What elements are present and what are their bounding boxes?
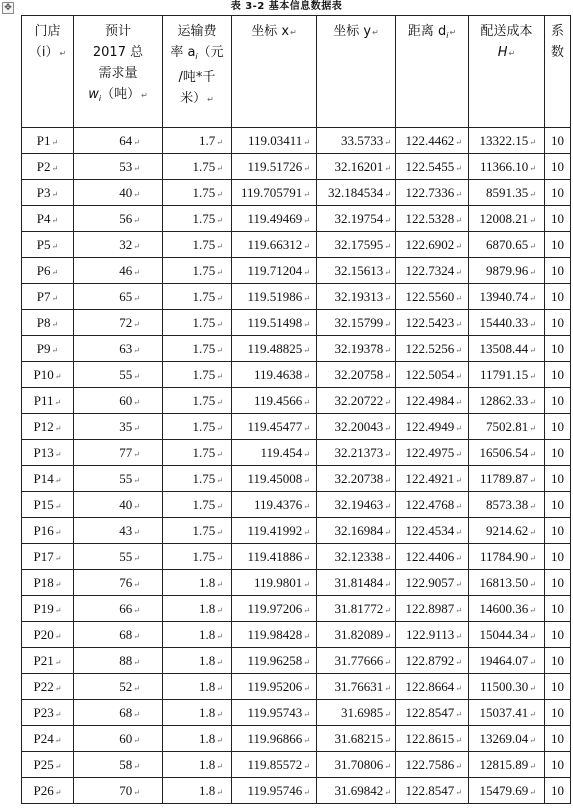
header-rate: 运输费 率 $a_i$（元 /吨*千 米）↵ xyxy=(163,16,232,128)
cell-coefficient: 10 xyxy=(545,778,571,804)
cell-coefficient: 10 xyxy=(545,154,571,180)
cell-distance: 122.5328↵ xyxy=(396,206,469,232)
cell-y: 31.70806↵ xyxy=(317,752,396,778)
cell-cost: 11366.10↵ xyxy=(469,154,545,180)
cell-y: 32.16201↵ xyxy=(317,154,396,180)
cell-y: 32.21373↵ xyxy=(317,440,396,466)
header-coefficient: 系 数 xyxy=(545,16,571,128)
cell-coefficient: 10 xyxy=(545,622,571,648)
cell-demand: 72↵ xyxy=(74,310,163,336)
cell-rate: 1.75↵ xyxy=(163,258,232,284)
cell-demand: 66↵ xyxy=(74,596,163,622)
cell-y: 32.20722↵ xyxy=(317,388,396,414)
table-row xyxy=(22,570,571,596)
cell-rate: 1.75↵ xyxy=(163,206,232,232)
cell-x: 119.41992↵ xyxy=(232,518,317,544)
cell-x: 119.66312↵ xyxy=(232,232,317,258)
cell-distance: 122.8792↵ xyxy=(396,648,469,674)
cell-x: 119.98428↵ xyxy=(232,622,317,648)
cell-distance: 122.8615↵ xyxy=(396,726,469,752)
cell-cost: 19464.07↵ xyxy=(469,648,545,674)
cell-distance: 122.4949↵ xyxy=(396,414,469,440)
cell-coefficient: 10 xyxy=(545,518,571,544)
cell-distance: 122.4984↵ xyxy=(396,388,469,414)
cell-x: 119.85572↵ xyxy=(232,752,317,778)
table-row xyxy=(22,206,571,232)
cell-coefficient: 10 xyxy=(545,544,571,570)
cell-demand: 88↵ xyxy=(74,648,163,674)
cell-x: 119.95743↵ xyxy=(232,700,317,726)
cell-y: 31.68215↵ xyxy=(317,726,396,752)
cell-cost: 9214.62↵ xyxy=(469,518,545,544)
cell-store: P3↵ xyxy=(22,180,74,206)
cell-coefficient: 10 xyxy=(545,700,571,726)
cell-store: P7↵ xyxy=(22,284,74,310)
cell-cost: 11789.87↵ xyxy=(469,466,545,492)
cell-cost: 16813.50↵ xyxy=(469,570,545,596)
cell-cost: 13940.74↵ xyxy=(469,284,545,310)
cell-coefficient: 10 xyxy=(545,596,571,622)
cell-rate: 1.8↵ xyxy=(163,700,232,726)
cell-y: 32.20758↵ xyxy=(317,362,396,388)
cell-store: P13↵ xyxy=(22,440,74,466)
cell-store: P9↵ xyxy=(22,336,74,362)
cell-demand: 53↵ xyxy=(74,154,163,180)
cell-rate: 1.75↵ xyxy=(163,440,232,466)
cell-store: P26↵ xyxy=(22,778,74,804)
cell-demand: 40↵ xyxy=(74,492,163,518)
cell-cost: 11791.15↵ xyxy=(469,362,545,388)
table-row xyxy=(22,154,571,180)
cell-coefficient: 10 xyxy=(545,180,571,206)
cell-y: 32.20738↵ xyxy=(317,466,396,492)
cell-cost: 11500.30↵ xyxy=(469,674,545,700)
table-row xyxy=(22,180,571,206)
cell-cost: 7502.81↵ xyxy=(469,414,545,440)
cell-y: 32.19378↵ xyxy=(317,336,396,362)
cell-demand: 70↵ xyxy=(74,778,163,804)
cell-x: 119.51986↵ xyxy=(232,284,317,310)
cell-x: 119.03411↵ xyxy=(232,128,317,154)
cell-store: P22↵ xyxy=(22,674,74,700)
cell-coefficient: 10 xyxy=(545,128,571,154)
cell-y: 32.19313↵ xyxy=(317,284,396,310)
cell-y: 31.81772↵ xyxy=(317,596,396,622)
cell-demand: 60↵ xyxy=(74,726,163,752)
cell-distance: 122.7324↵ xyxy=(396,258,469,284)
cell-distance: 122.4406↵ xyxy=(396,544,469,570)
cell-y: 31.81484↵ xyxy=(317,570,396,596)
cell-store: P12↵ xyxy=(22,414,74,440)
cell-demand: 40↵ xyxy=(74,180,163,206)
cell-cost: 11784.90↵ xyxy=(469,544,545,570)
cell-demand: 68↵ xyxy=(74,700,163,726)
table-row xyxy=(22,258,571,284)
cell-store: P15↵ xyxy=(22,492,74,518)
cell-y: 31.76631↵ xyxy=(317,674,396,700)
cell-cost: 8591.35↵ xyxy=(469,180,545,206)
cell-coefficient: 10 xyxy=(545,726,571,752)
cell-demand: 55↵ xyxy=(74,362,163,388)
table-row xyxy=(22,388,571,414)
table-row xyxy=(22,440,571,466)
cell-y: 33.5733↵ xyxy=(317,128,396,154)
cell-coefficient: 10 xyxy=(545,648,571,674)
cell-rate: 1.75↵ xyxy=(163,284,232,310)
cell-demand: 58↵ xyxy=(74,752,163,778)
table-row xyxy=(22,726,571,752)
cell-rate: 1.75↵ xyxy=(163,362,232,388)
cell-demand: 76↵ xyxy=(74,570,163,596)
cell-y: 32.15799↵ xyxy=(317,310,396,336)
cell-demand: 55↵ xyxy=(74,466,163,492)
cell-store: P16↵ xyxy=(22,518,74,544)
cell-y: 32.15613↵ xyxy=(317,258,396,284)
cell-store: P21↵ xyxy=(22,648,74,674)
cell-x: 119.45008↵ xyxy=(232,466,317,492)
cell-coefficient: 10 xyxy=(545,206,571,232)
cell-y: 32.20043↵ xyxy=(317,414,396,440)
cell-rate: 1.75↵ xyxy=(163,310,232,336)
table-row xyxy=(22,492,571,518)
cell-cost: 12008.21↵ xyxy=(469,206,545,232)
header-cost: 配送成本 H↵ xyxy=(469,16,545,128)
cell-coefficient: 10 xyxy=(545,284,571,310)
cell-distance: 122.8547↵ xyxy=(396,700,469,726)
cell-distance: 122.5455↵ xyxy=(396,154,469,180)
cell-distance: 122.9057↵ xyxy=(396,570,469,596)
table-row xyxy=(22,284,571,310)
cell-y: 32.16984↵ xyxy=(317,518,396,544)
cell-demand: 56↵ xyxy=(74,206,163,232)
cell-rate: 1.75↵ xyxy=(163,180,232,206)
cell-store: P6↵ xyxy=(22,258,74,284)
cell-cost: 13269.04↵ xyxy=(469,726,545,752)
cell-x: 119.48825↵ xyxy=(232,336,317,362)
cell-distance: 122.8987↵ xyxy=(396,596,469,622)
cell-x: 119.41886↵ xyxy=(232,544,317,570)
cell-rate: 1.75↵ xyxy=(163,518,232,544)
cell-x: 119.96866↵ xyxy=(232,726,317,752)
cell-store: P20↵ xyxy=(22,622,74,648)
cell-cost: 13322.15↵ xyxy=(469,128,545,154)
cell-distance: 122.4975↵ xyxy=(396,440,469,466)
cell-y: 32.184534↵ xyxy=(317,180,396,206)
table-row xyxy=(22,752,571,778)
cell-coefficient: 10 xyxy=(545,752,571,778)
table-move-handle-icon[interactable]: ✥ xyxy=(2,2,14,14)
cell-rate: 1.8↵ xyxy=(163,752,232,778)
cell-coefficient: 10 xyxy=(545,492,571,518)
cell-x: 119.9801↵ xyxy=(232,570,317,596)
table-body xyxy=(22,128,571,804)
cell-demand: 43↵ xyxy=(74,518,163,544)
cell-x: 119.51498↵ xyxy=(232,310,317,336)
cell-distance: 122.4534↵ xyxy=(396,518,469,544)
cell-store: P11↵ xyxy=(22,388,74,414)
cell-rate: 1.7↵ xyxy=(163,128,232,154)
cell-demand: 46↵ xyxy=(74,258,163,284)
cell-distance: 122.4768↵ xyxy=(396,492,469,518)
cell-distance: 122.4921↵ xyxy=(396,466,469,492)
cell-cost: 12815.89↵ xyxy=(469,752,545,778)
cell-coefficient: 10 xyxy=(545,674,571,700)
cell-cost: 15044.34↵ xyxy=(469,622,545,648)
cell-rate: 1.75↵ xyxy=(163,388,232,414)
cell-distance: 122.5256↵ xyxy=(396,336,469,362)
cell-store: P18↵ xyxy=(22,570,74,596)
table-row xyxy=(22,648,571,674)
cell-y: 32.19754↵ xyxy=(317,206,396,232)
cell-x: 119.97206↵ xyxy=(232,596,317,622)
cell-coefficient: 10 xyxy=(545,414,571,440)
cell-x: 119.4638↵ xyxy=(232,362,317,388)
cell-coefficient: 10 xyxy=(545,258,571,284)
header-distance: 距离 $d_i↵$ xyxy=(396,16,469,128)
table-row xyxy=(22,362,571,388)
cell-store: P2↵ xyxy=(22,154,74,180)
cell-x: 119.454↵ xyxy=(232,440,317,466)
table-row xyxy=(22,232,571,258)
cell-x: 119.95746↵ xyxy=(232,778,317,804)
cell-store: P19↵ xyxy=(22,596,74,622)
cell-y: 31.82089↵ xyxy=(317,622,396,648)
header-coord-y: 坐标 y↵ xyxy=(317,16,396,128)
header-store: 门店 （i）↵ xyxy=(22,16,74,128)
cell-rate: 1.8↵ xyxy=(163,570,232,596)
table-caption: 表 3-2 基本信息数据表 xyxy=(230,1,343,12)
cell-distance: 122.8547↵ xyxy=(396,778,469,804)
cell-rate: 1.75↵ xyxy=(163,414,232,440)
cell-cost: 15440.33↵ xyxy=(469,310,545,336)
cell-rate: 1.75↵ xyxy=(163,544,232,570)
cell-demand: 52↵ xyxy=(74,674,163,700)
cell-store: P24↵ xyxy=(22,726,74,752)
cell-demand: 60↵ xyxy=(74,388,163,414)
cell-rate: 1.8↵ xyxy=(163,674,232,700)
cell-store: P14↵ xyxy=(22,466,74,492)
cell-store: P25↵ xyxy=(22,752,74,778)
cell-x: 119.96258↵ xyxy=(232,648,317,674)
cell-rate: 1.75↵ xyxy=(163,492,232,518)
table-row xyxy=(22,622,571,648)
cell-rate: 1.8↵ xyxy=(163,622,232,648)
cell-demand: 68↵ xyxy=(74,622,163,648)
cell-distance: 122.9113↵ xyxy=(396,622,469,648)
cell-y: 32.12338↵ xyxy=(317,544,396,570)
cell-coefficient: 10 xyxy=(545,310,571,336)
cell-rate: 1.8↵ xyxy=(163,648,232,674)
cell-distance: 122.4462↵ xyxy=(396,128,469,154)
cell-x: 119.51726↵ xyxy=(232,154,317,180)
cell-rate: 1.8↵ xyxy=(163,778,232,804)
table-row xyxy=(22,778,571,804)
cell-distance: 122.5054↵ xyxy=(396,362,469,388)
cell-store: P4↵ xyxy=(22,206,74,232)
cell-coefficient: 10 xyxy=(545,440,571,466)
cell-demand: 77↵ xyxy=(74,440,163,466)
cell-store: P1↵ xyxy=(22,128,74,154)
cell-x: 119.45477↵ xyxy=(232,414,317,440)
cell-rate: 1.75↵ xyxy=(163,154,232,180)
table-row xyxy=(22,310,571,336)
cell-cost: 15037.41↵ xyxy=(469,700,545,726)
cell-distance: 122.6902↵ xyxy=(396,232,469,258)
cell-coefficient: 10 xyxy=(545,232,571,258)
cell-coefficient: 10 xyxy=(545,362,571,388)
cell-y: 32.17595↵ xyxy=(317,232,396,258)
cell-y: 31.77666↵ xyxy=(317,648,396,674)
table-row xyxy=(22,466,571,492)
cell-rate: 1.75↵ xyxy=(163,336,232,362)
cell-cost: 12862.33↵ xyxy=(469,388,545,414)
table-row xyxy=(22,700,571,726)
cell-distance: 122.7586↵ xyxy=(396,752,469,778)
cell-cost: 6870.65↵ xyxy=(469,232,545,258)
table-row xyxy=(22,596,571,622)
cell-distance: 122.5560↵ xyxy=(396,284,469,310)
cell-coefficient: 10 xyxy=(545,336,571,362)
table-row xyxy=(22,414,571,440)
cell-cost: 15479.69↵ xyxy=(469,778,545,804)
cell-demand: 64↵ xyxy=(74,128,163,154)
cell-cost: 13508.44↵ xyxy=(469,336,545,362)
table-row xyxy=(22,128,571,154)
table-row xyxy=(22,336,571,362)
cell-y: 32.19463↵ xyxy=(317,492,396,518)
cell-x: 119.4376↵ xyxy=(232,492,317,518)
cell-distance: 122.7336↵ xyxy=(396,180,469,206)
cell-coefficient: 10 xyxy=(545,388,571,414)
cell-cost: 14600.36↵ xyxy=(469,596,545,622)
cell-rate: 1.8↵ xyxy=(163,726,232,752)
cell-distance: 122.5423↵ xyxy=(396,310,469,336)
cell-y: 31.6985↵ xyxy=(317,700,396,726)
cell-demand: 35↵ xyxy=(74,414,163,440)
cell-store: P8↵ xyxy=(22,310,74,336)
cell-store: P10↵ xyxy=(22,362,74,388)
cell-coefficient: 10 xyxy=(545,570,571,596)
cell-demand: 55↵ xyxy=(74,544,163,570)
table-row xyxy=(22,674,571,700)
cell-x: 119.4566↵ xyxy=(232,388,317,414)
cell-rate: 1.8↵ xyxy=(163,596,232,622)
cell-demand: 63↵ xyxy=(74,336,163,362)
header-row xyxy=(22,16,571,128)
header-demand: 预计 2017 总 需求量 $w_i$（吨）↵ xyxy=(74,16,163,128)
cell-rate: 1.75↵ xyxy=(163,466,232,492)
header-coord-x: 坐标 x↵ xyxy=(232,16,317,128)
table-row xyxy=(22,544,571,570)
cell-store: P5↵ xyxy=(22,232,74,258)
cell-demand: 65↵ xyxy=(74,284,163,310)
cell-store: P23↵ xyxy=(22,700,74,726)
basic-info-table xyxy=(21,15,571,804)
cell-cost: 16506.54↵ xyxy=(469,440,545,466)
cell-demand: 32↵ xyxy=(74,232,163,258)
table-row xyxy=(22,518,571,544)
cell-cost: 9879.96↵ xyxy=(469,258,545,284)
cell-cost: 8573.38↵ xyxy=(469,492,545,518)
cell-coefficient: 10 xyxy=(545,466,571,492)
cell-store: P17↵ xyxy=(22,544,74,570)
cell-y: 31.69842↵ xyxy=(317,778,396,804)
cell-x: 119.71204↵ xyxy=(232,258,317,284)
cell-x: 119.95206↵ xyxy=(232,674,317,700)
cell-distance: 122.8664↵ xyxy=(396,674,469,700)
cell-x: 119.49469↵ xyxy=(232,206,317,232)
cell-x: 119.705791↵ xyxy=(232,180,317,206)
cell-rate: 1.75↵ xyxy=(163,232,232,258)
